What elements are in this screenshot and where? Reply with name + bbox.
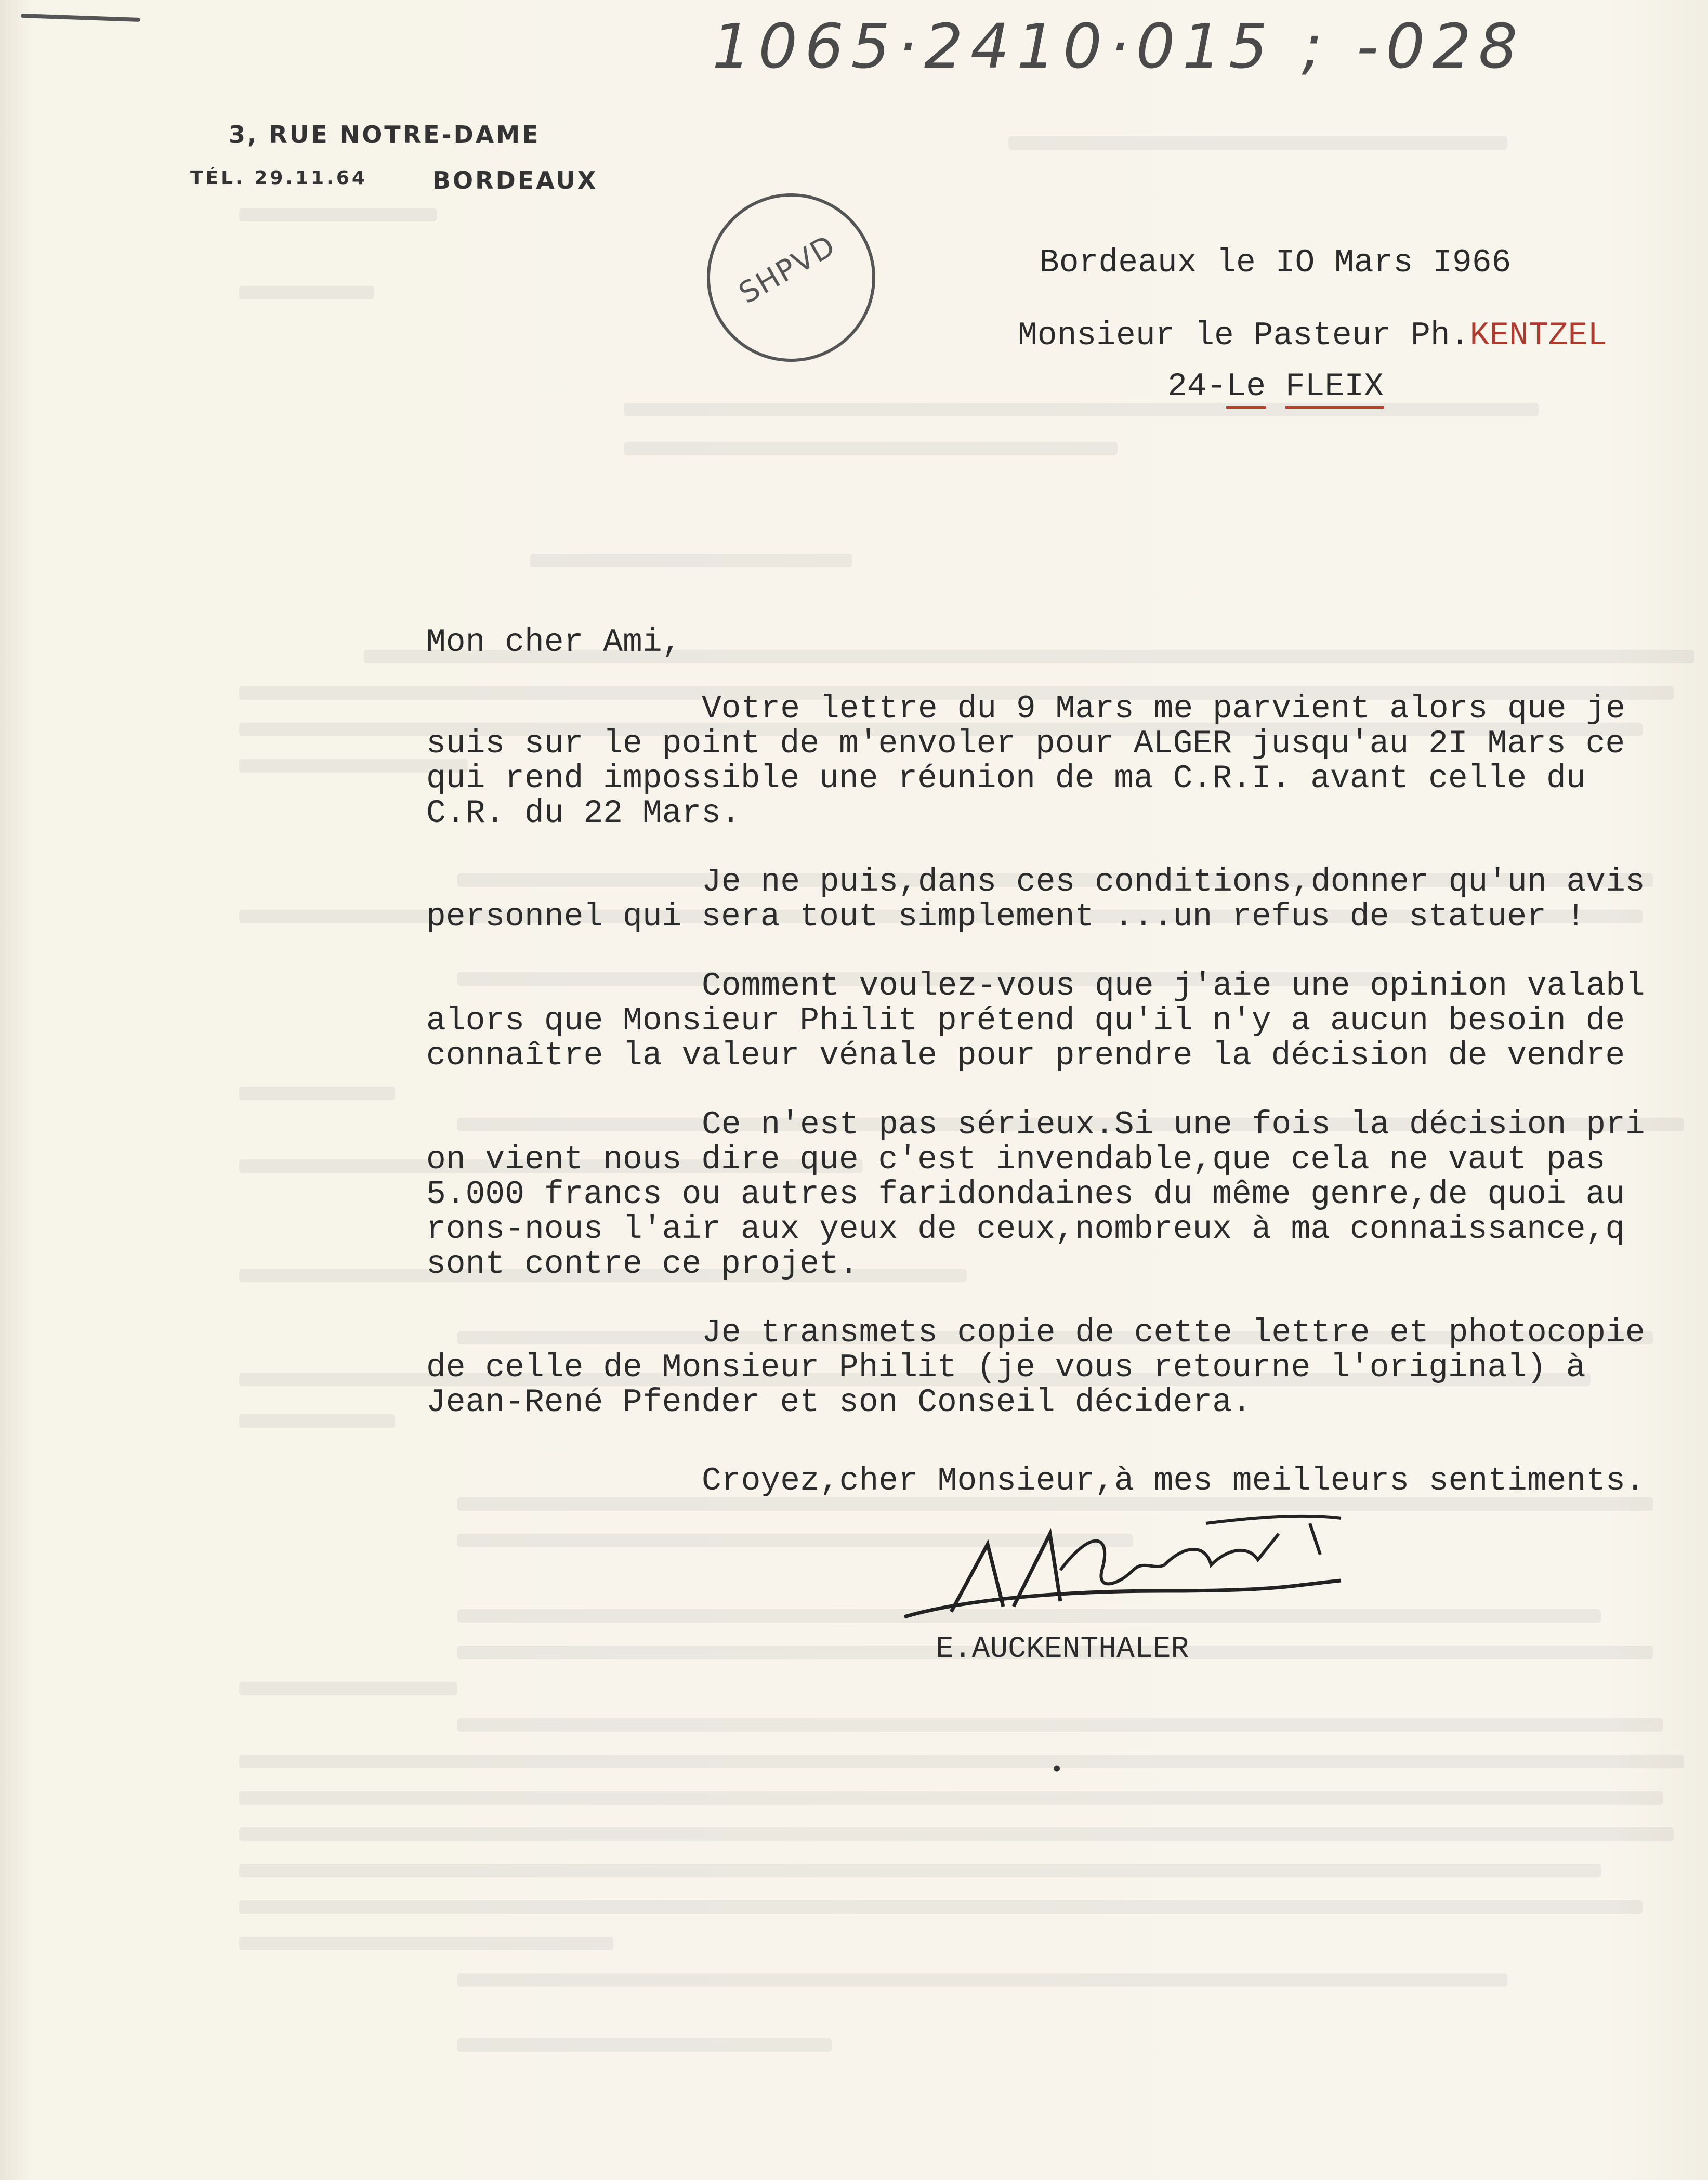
archive-stamp-text: SHPVD bbox=[733, 228, 842, 311]
paragraph-5 bbox=[426, 1315, 1708, 1420]
paragraph-line: Jean-René Pfender et son Conseil décidera. bbox=[426, 1384, 1252, 1421]
paragraph-line: Ce n'est pas sérieux.Si une fois la décision pri bbox=[702, 1106, 1645, 1143]
address-place: FLEIX bbox=[1285, 368, 1384, 409]
ink-mark: • bbox=[1050, 1757, 1064, 1783]
paragraph-line: Comment voulez-vous que j'aie une opinion valabl bbox=[702, 968, 1645, 1004]
closing-paragraph bbox=[426, 1464, 1708, 1498]
paragraph-line: rons-nous l'air aux yeux de ceux,nombreux à ma connaissance,q bbox=[426, 1211, 1625, 1248]
paragraph-line: Croyez,cher Monsieur,à mes meilleurs sentiments. bbox=[702, 1463, 1645, 1499]
salutation: Mon cher Ami, bbox=[426, 624, 682, 661]
paragraph-4 bbox=[426, 1107, 1708, 1282]
address-prefix: 24- bbox=[1167, 368, 1227, 405]
paragraph-line: qui rend impossible une réunion de ma C.R.I. avant celle du bbox=[426, 760, 1586, 797]
recipient-line bbox=[1018, 317, 1607, 354]
paragraph-line: 5.000 francs ou autres faridondaines du même genre,de quoi au bbox=[426, 1176, 1625, 1213]
letterhead-street: 3, RUE NOTRE-DAME bbox=[229, 121, 541, 149]
paragraph-line: Votre lettre du 9 Mars me parvient alors que je bbox=[702, 690, 1625, 727]
letterhead-phone: TÉL. 29.11.64 bbox=[190, 167, 367, 189]
paragraph-2 bbox=[426, 865, 1708, 934]
paragraph-line: C.R. du 22 Mars. bbox=[426, 795, 741, 832]
paragraph-line: personnel qui sera tout simplement ...un refus de statuer ! bbox=[426, 898, 1586, 935]
paragraph-line: alors que Monsieur Philit prétend qu'il n'y a aucun besoin de bbox=[426, 1002, 1625, 1039]
paragraph-line: de celle de Monsieur Philit (je vous retourne l'original) à bbox=[426, 1349, 1586, 1386]
handwritten-signature bbox=[894, 1513, 1362, 1638]
letter-date: Bordeaux le IO Mars I966 bbox=[1040, 244, 1512, 281]
address-le: Le bbox=[1226, 368, 1266, 409]
typed-signature-name: E.AUCKENTHALER bbox=[936, 1633, 1189, 1666]
paragraph-line: connaître la valeur vénale pour prendre la décision de vendre bbox=[426, 1037, 1625, 1074]
letterhead-city: BORDEAUX bbox=[432, 166, 598, 194]
recipient-prefix: Monsieur le Pasteur Ph. bbox=[1018, 317, 1470, 354]
archive-reference-number: 1065·2410·015 ; -028 bbox=[712, 10, 1525, 82]
paragraph-line: Je ne puis,dans ces conditions,donner qu'un avis bbox=[702, 864, 1645, 900]
paragraph-line: suis sur le point de m'envoler pour ALGER jusqu'au 2I Mars ce bbox=[426, 725, 1625, 762]
recipient-address bbox=[1167, 368, 1384, 405]
paragraph-line: sont contre ce projet. bbox=[426, 1246, 859, 1283]
paragraph-line: Je transmets copie de cette lettre et photocopie bbox=[702, 1314, 1645, 1351]
recipient-name: KENTZEL bbox=[1469, 317, 1608, 354]
paragraph-line: on vient nous dire que c'est invendable,que cela ne vaut pas bbox=[426, 1141, 1606, 1178]
pen-scratch-mark bbox=[21, 14, 140, 22]
paragraph-1 bbox=[426, 691, 1708, 831]
paragraph-3 bbox=[426, 969, 1708, 1073]
